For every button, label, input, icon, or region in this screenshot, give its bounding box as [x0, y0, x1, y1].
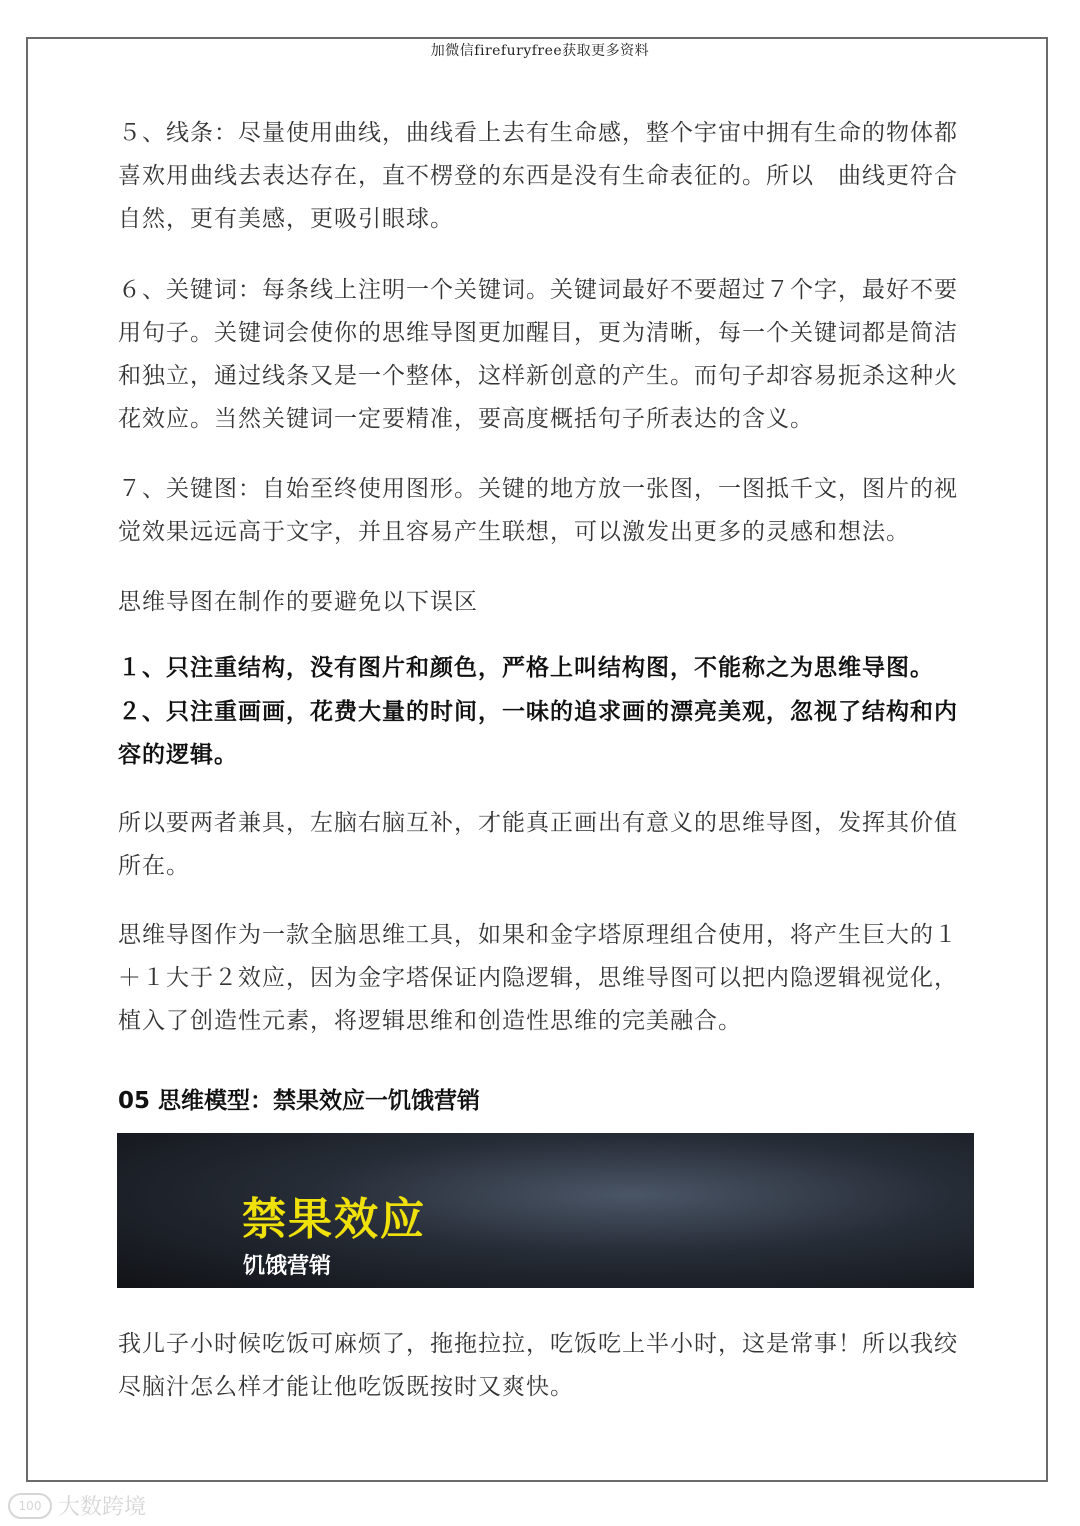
banner-subtitle: 饥饿营销	[243, 1254, 332, 1279]
page-header: 加微信firefuryfree获取更多资料	[430, 43, 650, 59]
paragraph-keywords: ６、关键词：每条线上注明一个关键词。关键词最好不要超过７个字，最好不要用句子。关键词会使你的思维导图更加醒目，更为清晰，每一个关键词都是简洁和独立，通过线条又是一个整体，这样新创意的产生。而句子却容易扼杀这种火花效应。当然关键词一定要精准，要高度概括句子所表达的含义。	[118, 277, 958, 432]
logo-icon: 100	[8, 1493, 52, 1519]
banner-title: 禁果效应	[242, 1194, 426, 1245]
watermark	[8, 1490, 146, 1521]
paragraph-conclusion: 所以要两者兼具，左脑右脑互补，才能真正画出有意义的思维导图，发挥其价值所在。	[118, 810, 958, 879]
paragraph-lines: ５、线条：尽量使用曲线，曲线看上去有生命感，整个宇宙中拥有生命的物体都喜欢用曲线去表达存在，直不楞登的东西是没有生命表征的。所以 曲线更符合自然，更有美感，更吸引眼球。	[118, 120, 958, 232]
paragraph-mistakes-intro: 思维导图在制作的要避免以下误区	[118, 589, 478, 615]
paragraph-story: 我儿子小时候吃饭可麻烦了，拖拖拉拉，吃饭吃上半小时，这是常事！所以我绞尽脑汁怎么样才能让他吃饭既按时又爽快。	[118, 1331, 958, 1400]
banner-image	[117, 1133, 974, 1288]
paragraph-key-images: ７、关键图：自始至终使用图形。关键的地方放一张图，一图抵千文，图片的视觉效果远远高于文字，并且容易产生联想，可以激发出更多的灵感和想法。	[118, 476, 958, 545]
paragraph-pyramid: 思维导图作为一款全脑思维工具，如果和金字塔原理组合使用，将产生巨大的１＋１大于２效应，因为金字塔保证内隐逻辑，思维导图可以把内隐逻辑视觉化，植入了创造性元素，将逻辑思维和创造性思维的完美融合。	[118, 922, 958, 1034]
section-title: 05 思维模型：禁果效应一饥饿营销	[118, 1088, 481, 1114]
mistake-2: ２、只注重画画，花费大量的时间，一味的追求画的漂亮美观，忽视了结构和内容的逻辑。	[118, 699, 958, 768]
watermark-text: 大数跨境	[58, 1495, 147, 1520]
mistake-1: １、只注重结构，没有图片和颜色，严格上叫结构图，不能称之为思维导图。	[118, 655, 934, 681]
